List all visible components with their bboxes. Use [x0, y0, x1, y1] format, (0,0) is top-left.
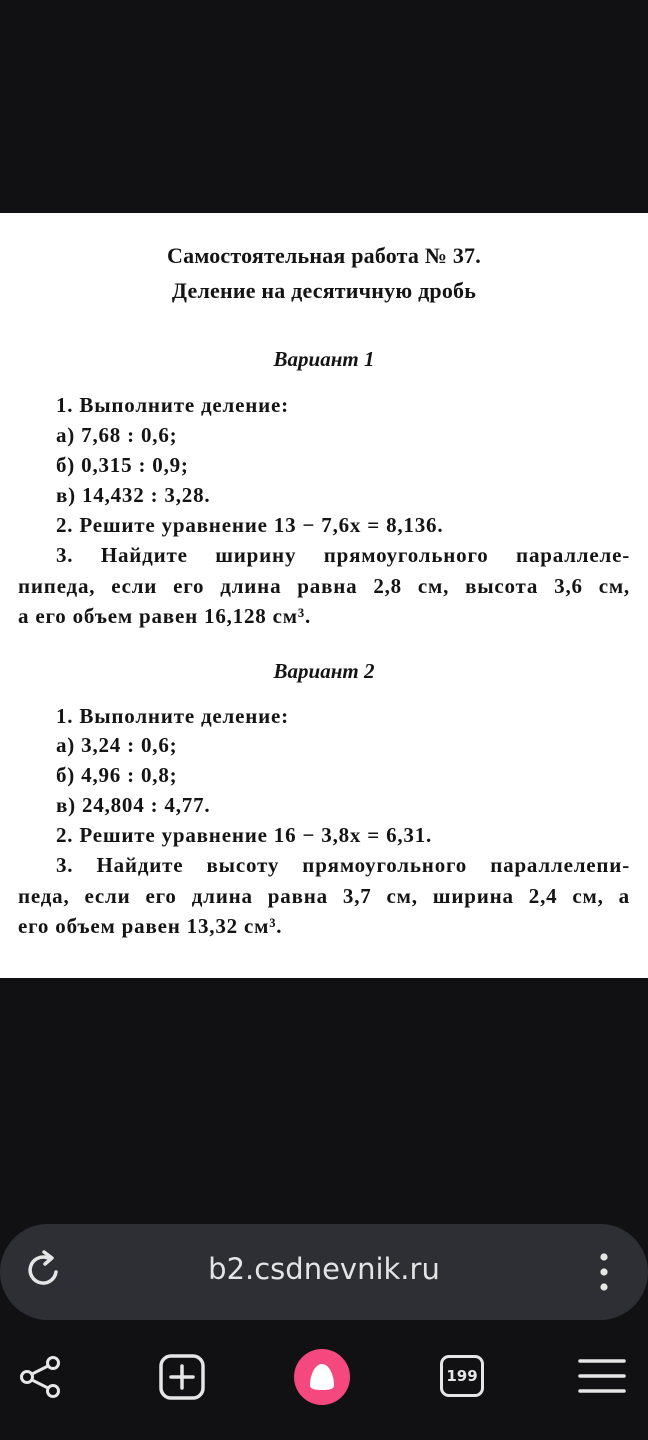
document-title: Самостоятельная работа № 37.: [167, 243, 481, 268]
variant-2-task-1b: б) 4,96 : 0,8;: [56, 763, 178, 787]
variant-2-task-3-line-3: его объем равен 13,32 см³.: [18, 914, 283, 938]
share-icon[interactable]: [18, 1354, 64, 1400]
variant-2-task-1c: в) 24,804 : 4,77.: [56, 793, 211, 817]
variant-1-task-1a: а) 7,68 : 0,6;: [56, 423, 178, 447]
document-page: [0, 213, 648, 978]
variant-1-task-3-line-3: а его объем равен 16,128 см³.: [18, 604, 311, 628]
variant-1-task-1b: б) 0,315 : 0,9;: [56, 453, 189, 477]
variant-1-task-3-line-1: 3. Найдите ширину прямоугольного параллеле-: [56, 543, 630, 567]
address-url[interactable]: b2.csdnevnik.ru: [208, 1252, 440, 1286]
variant-1-heading: Вариант 1: [273, 347, 375, 371]
variant-1-task-1c: в) 14,432 : 3,28.: [56, 483, 211, 507]
variant-2-task-1: 1. Выполните деление:: [56, 704, 289, 728]
variant-2-heading: Вариант 2: [273, 659, 375, 683]
variant-2-task-1a: а) 3,24 : 0,6;: [56, 733, 178, 757]
hamburger-menu-icon[interactable]: [578, 1356, 626, 1396]
tabs-icon[interactable]: 199: [440, 1355, 484, 1397]
document-subtitle: Деление на десятичную дробь: [171, 278, 477, 303]
plus-square-icon[interactable]: [158, 1353, 206, 1401]
more-vertical-icon[interactable]: [592, 1250, 616, 1294]
variant-1-task-1: 1. Выполните деление:: [56, 393, 289, 417]
variant-1-task-2: 2. Решите уравнение 13 − 7,6x = 8,136.: [56, 513, 444, 537]
variant-2-task-3-line-2: педа, если его длина равна 3,7 см, ширина 2,4 см, а: [18, 884, 630, 908]
variant-2-task-3-line-1: 3. Найдите высоту прямоугольного параллелепи-: [56, 853, 630, 877]
variant-1-task-3-line-2: пипеда, если его длина равна 2,8 см, высота 3,6 см,: [18, 574, 630, 598]
variant-2-task-2: 2. Решите уравнение 16 − 3,8x = 6,31.: [56, 823, 433, 847]
alice-assistant-icon[interactable]: [293, 1348, 351, 1406]
